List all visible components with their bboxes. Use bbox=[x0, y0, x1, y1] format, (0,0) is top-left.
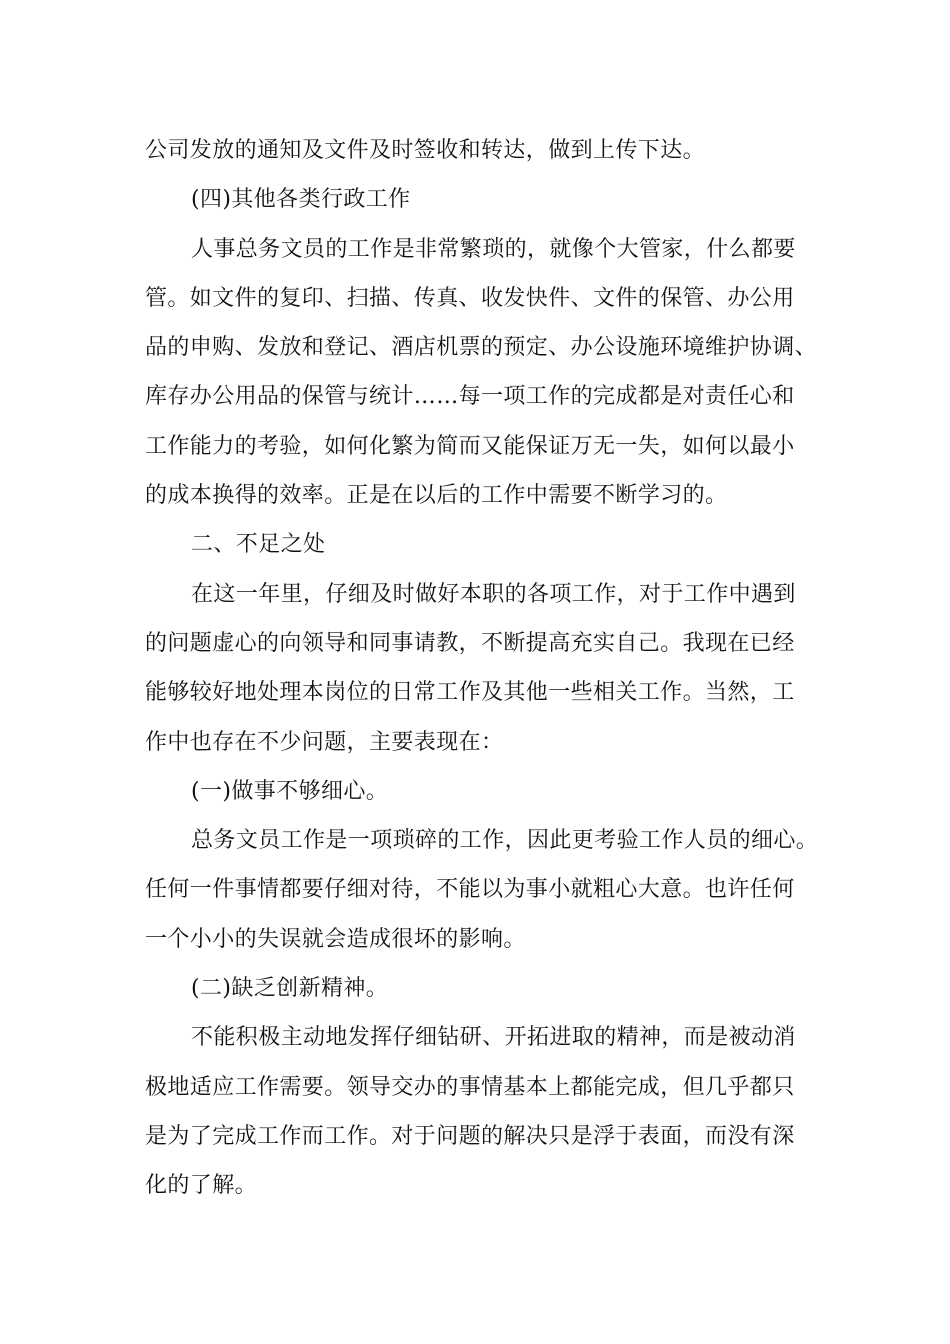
text-line: 人事总务文员的工作是非常繁琐的，就像个大管家，什么都要 bbox=[191, 236, 796, 262]
text-line: 极地适应工作需要。领导交办的事情基本上都能完成，但几乎都只 bbox=[145, 1074, 795, 1100]
text-line: 工作能力的考验，如何化繁为简而又能保证万无一失，如何以最小 bbox=[145, 433, 795, 459]
text-line: 是为了完成工作而工作。对于问题的解决只是浮于表面，而没有深 bbox=[145, 1123, 795, 1149]
text-line: 一个小小的失误就会造成很坏的影响。 bbox=[145, 926, 526, 952]
text-line: 库存办公用品的保管与统计……每一项工作的完成都是对责任心和 bbox=[145, 384, 795, 410]
text-line: 不能积极主动地发挥仔细钻研、开拓进取的精神，而是被动消 bbox=[191, 1025, 796, 1051]
text-line: 化的了解。 bbox=[145, 1173, 258, 1199]
text-line: 在这一年里，仔细及时做好本职的各项工作，对于工作中遇到 bbox=[191, 581, 796, 607]
document-body bbox=[145, 126, 819, 1211]
text-line: 品的申购、发放和登记、酒店机票的预定、办公设施环境维护协调、 bbox=[145, 335, 818, 361]
text-line: 总务文员工作是一项琐碎的工作，因此更考验工作人员的细心。 bbox=[191, 828, 819, 854]
subheading-not-careful: (一)做事不够细心。 bbox=[191, 778, 389, 804]
subheading-lack-innovation: (二)缺乏创新精神。 bbox=[191, 976, 389, 1002]
text-line: 任何一件事情都要仔细对待，不能以为事小就粗心大意。也许任何 bbox=[145, 877, 795, 903]
text-line: 公司发放的通知及文件及时签收和转达，做到上传下达。 bbox=[145, 138, 706, 163]
text-line: 作中也存在不少问题，主要表现在： bbox=[145, 729, 504, 755]
text-line: 能够较好地处理本岗位的日常工作及其他一些相关工作。当然，工 bbox=[145, 680, 795, 706]
section-heading-other-admin-work: (四)其他各类行政工作 bbox=[191, 187, 411, 213]
text-line: 的成本换得的效率。正是在以后的工作中需要不断学习的。 bbox=[145, 483, 728, 509]
section-heading-shortcomings: 二、不足之处 bbox=[191, 532, 326, 558]
text-line: 的问题虚心的向领导和同事请教，不断提高充实自己。我现在已经 bbox=[145, 630, 795, 656]
text-line: 管。如文件的复印、扫描、传真、收发快件、文件的保管、办公用 bbox=[145, 285, 795, 311]
